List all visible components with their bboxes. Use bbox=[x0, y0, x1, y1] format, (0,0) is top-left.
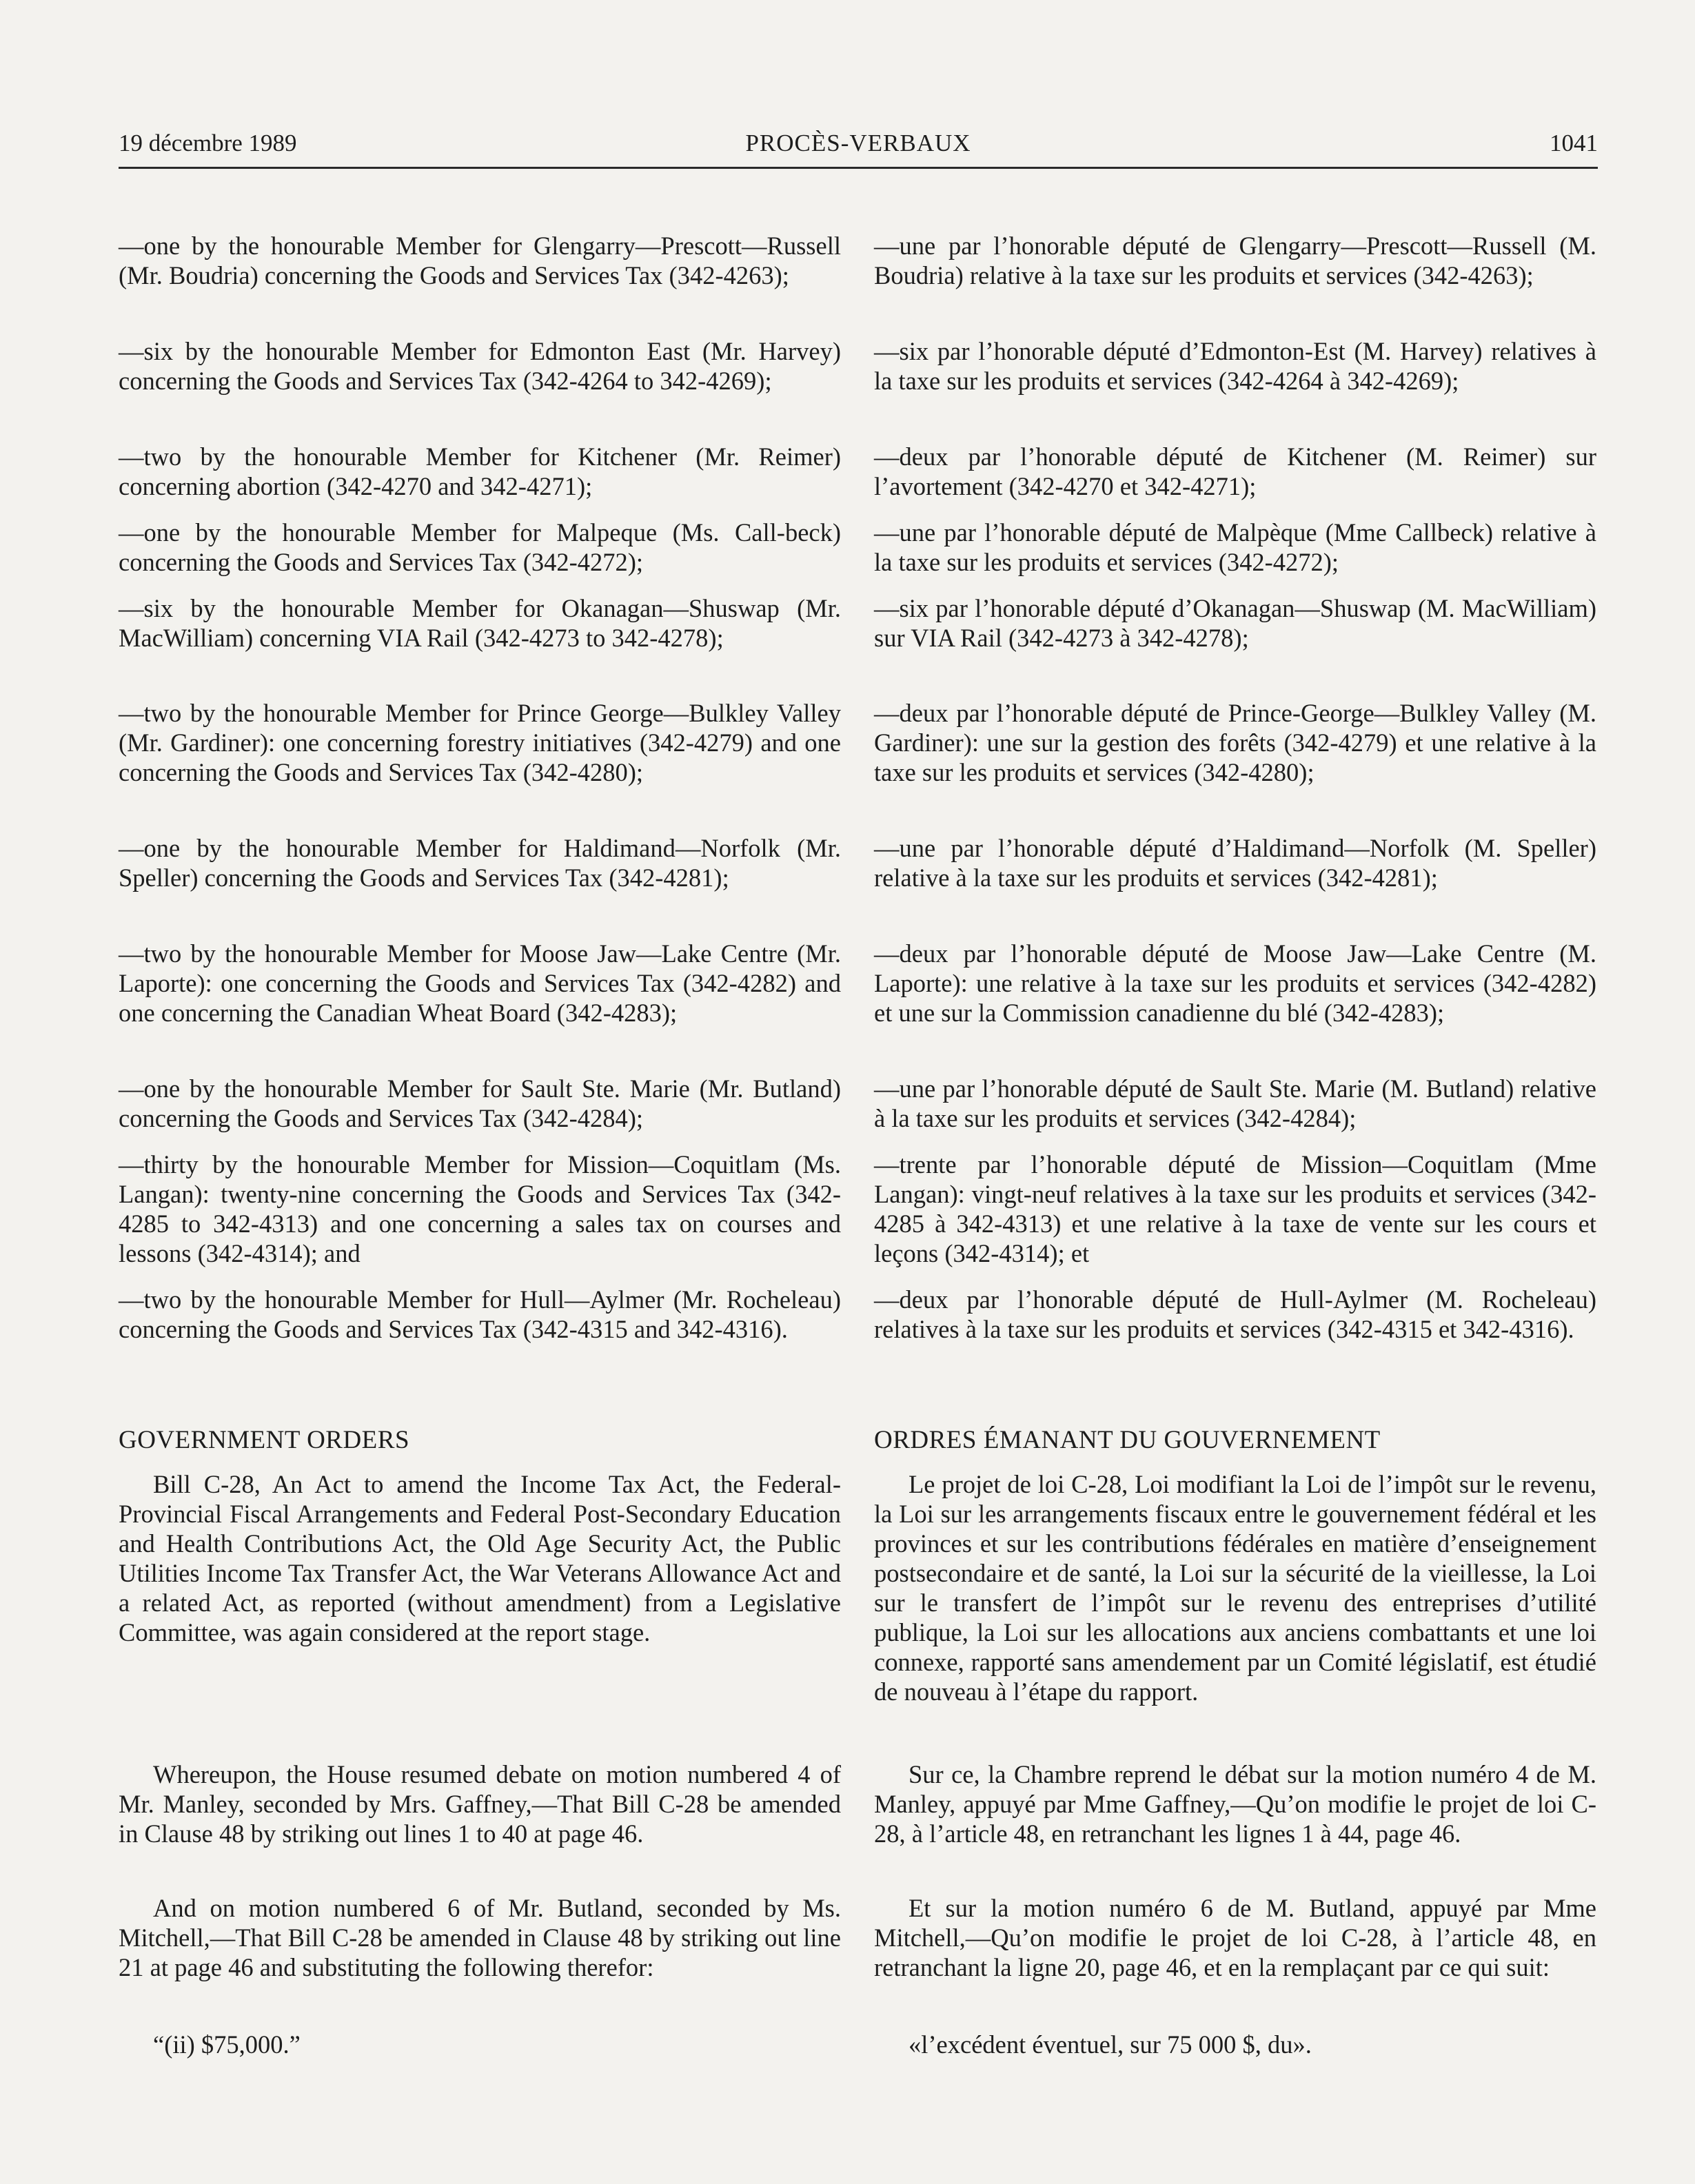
bill-paragraph: Le projet de loi C-28, Loi modifiant la Loi de l’impôt sur le revenu, la Loi sur les arrangements fiscaux entre le gouvernement fédéral et les provinces et sur les contributions fédérales en matière d’enseignement postsecondaire et de santé, la Loi sur la sécurité de la vieillesse, la Loi sur le transfert de l’impôt sur le revenu des entreprises d’utilité publique, la Loi sur les allocations aux anciens combattants et une loi connexe, rapporté sans amendement par un Comité législatif, est étudié de nouveau à l’étape du rapport. bbox=[874, 1470, 1596, 1706]
petition-item: —deux par l’honorable député de Moose Jaw—Lake Centre (M. Laporte): une relative à la taxe sur les produits et services (342-4282) et une sur la Commission canadienne du blé (342-4283); bbox=[874, 939, 1596, 1027]
petition-item: —six par l’honorable député d’Okanagan—Shuswap (M. MacWilliam) sur VIA Rail (342-4273 à 342-4278); bbox=[874, 594, 1596, 652]
header-date: 19 décembre 1989 bbox=[119, 130, 297, 156]
petition-item: —six par l’honorable député d’Edmonton-Est (M. Harvey) relatives à la taxe sur les produits et services (342-4264 à 342-4269); bbox=[874, 337, 1596, 395]
amendment-quote: «l’excédent éventuel, sur 75 000 $, du». bbox=[909, 2030, 1312, 2059]
petition-item: —deux par l’honorable député de Kitchener (M. Reimer) sur l’avortement (342-4270 et 342-4271); bbox=[874, 442, 1596, 500]
petition-item: —thirty by the honourable Member for Mission—Coquitlam (Ms. Langan): twenty-nine concerning the Goods and Services Tax (342-4285 to 342-4313) and one concerning a sales tax on courses and lessons (342-4314); and bbox=[119, 1150, 841, 1267]
petition-item: —six by the honourable Member for Edmonton East (Mr. Harvey) concerning the Goods and Services Tax (342-4264 to 342-4269); bbox=[119, 337, 841, 395]
petition-item: —deux par l’honorable député de Prince-George—Bulkley Valley (M. Gardiner): une sur la gestion des forêts (342-4279) et une relative à la taxe sur les produits et services (342-4280); bbox=[874, 699, 1596, 786]
petition-item: —deux par l’honorable député de Hull-Aylmer (M. Rocheleau) relatives à la taxe sur les produits et services (342-4315 et 342-4316). bbox=[874, 1285, 1596, 1343]
page-header bbox=[119, 130, 1598, 165]
petition-item: —one by the honourable Member for Haldimand—Norfolk (Mr. Speller) concerning the Goods and Services Tax (342-4281); bbox=[119, 834, 841, 892]
petition-item: —two by the honourable Member for Prince George—Bulkley Valley (Mr. Gardiner): one concerning forestry initiatives (342-4279) and one concerning the Goods and Services Tax (342-4280); bbox=[119, 699, 841, 786]
petition-item: —trente par l’honorable député de Mission—Coquitlam (Mme Langan): vingt-neuf relatives à la taxe sur les produits et services (342-4285 à 342-4313) et une relative à la taxe de vente sur les cours et leçons (342-4314); et bbox=[874, 1150, 1596, 1267]
petition-item: —one by the honourable Member for Glengarry—Prescott—Russell (Mr. Boudria) concerning the Goods and Services Tax (342-4263); bbox=[119, 232, 841, 289]
petition-item: —une par l’honorable député de Sault Ste. Marie (M. Butland) relative à la taxe sur les produits et services (342-4284); bbox=[874, 1074, 1596, 1132]
page-number: 1041 bbox=[1550, 130, 1598, 156]
header-rule bbox=[119, 167, 1598, 169]
amendment-quote: “(ii) $75,000.” bbox=[153, 2030, 301, 2059]
petition-item: —two by the honourable Member for Kitchener (Mr. Reimer) concerning abortion (342-4270 and 342-4271); bbox=[119, 442, 841, 500]
section-heading: GOVERNMENT ORDERS bbox=[119, 1426, 410, 1454]
petition-item: —six by the honourable Member for Okanagan—Shuswap (Mr. MacWilliam) concerning VIA Rail (342-4273 to 342-4278); bbox=[119, 594, 841, 652]
petition-item: —one by the honourable Member for Malpeque (Ms. Call-beck) concerning the Goods and Services Tax (342-4272); bbox=[119, 518, 841, 576]
header-title: PROCÈS-VERBAUX bbox=[745, 130, 971, 156]
petition-item: —one by the honourable Member for Sault Ste. Marie (Mr. Butland) concerning the Goods and Services Tax (342-4284); bbox=[119, 1074, 841, 1132]
debate-paragraph: Sur ce, la Chambre reprend le débat sur la motion numéro 4 de M. Manley, appuyé par Mme Gaffney,—Qu’on modifie le projet de loi C-28, à l’article 48, en retranchant les lignes 1 à 44, page 46. bbox=[874, 1760, 1596, 1848]
section-heading: ORDRES ÉMANANT DU GOUVERNEMENT bbox=[874, 1426, 1381, 1454]
motion-paragraph: And on motion numbered 6 of Mr. Butland, seconded by Ms. Mitchell,—That Bill C-28 be amended in Clause 48 by striking out line 21 at page 46 and substituting the following therefor: bbox=[119, 1894, 841, 1981]
petition-item: —two by the honourable Member for Moose Jaw—Lake Centre (Mr. Laporte): one concerning the Goods and Services Tax (342-4282) and one concerning the Canadian Wheat Board (342-4283); bbox=[119, 939, 841, 1027]
bill-paragraph: Bill C-28, An Act to amend the Income Tax Act, the Federal-Provincial Fiscal Arrangements and Federal Post-Secondary Education and Health Contributions Act, the Old Age Security Act, the Public Utilities Income Tax Transfer Act, the War Veterans Allowance Act and a related Act, as reported (without amendment) from a Legislative Committee, was again considered at the report stage. bbox=[119, 1470, 841, 1646]
motion-paragraph: Et sur la motion numéro 6 de M. Butland, appuyé par Mme Mitchell,—Qu’on modifie le projet de loi C-28, à l’article 48, en retranchant la ligne 20, page 46, et en la remplaçant par ce qui suit: bbox=[874, 1894, 1596, 1981]
petition-item: —une par l’honorable député de Malpèque (Mme Callbeck) relative à la taxe sur les produits et services (342-4272); bbox=[874, 518, 1596, 576]
petition-item: —two by the honourable Member for Hull—Aylmer (Mr. Rocheleau) concerning the Goods and Services Tax (342-4315 and 342-4316). bbox=[119, 1285, 841, 1343]
debate-paragraph: Whereupon, the House resumed debate on motion numbered 4 of Mr. Manley, seconded by Mrs. Gaffney,—That Bill C-28 be amended in Clause 48 by striking out lines 1 to 40 at page 46. bbox=[119, 1760, 841, 1848]
petition-item: —une par l’honorable député de Glengarry—Prescott—Russell (M. Boudria) relative à la taxe sur les produits et services (342-4263); bbox=[874, 232, 1596, 289]
petition-item: —une par l’honorable député d’Haldimand—Norfolk (M. Speller) relative à la taxe sur les produits et services (342-4281); bbox=[874, 834, 1596, 892]
